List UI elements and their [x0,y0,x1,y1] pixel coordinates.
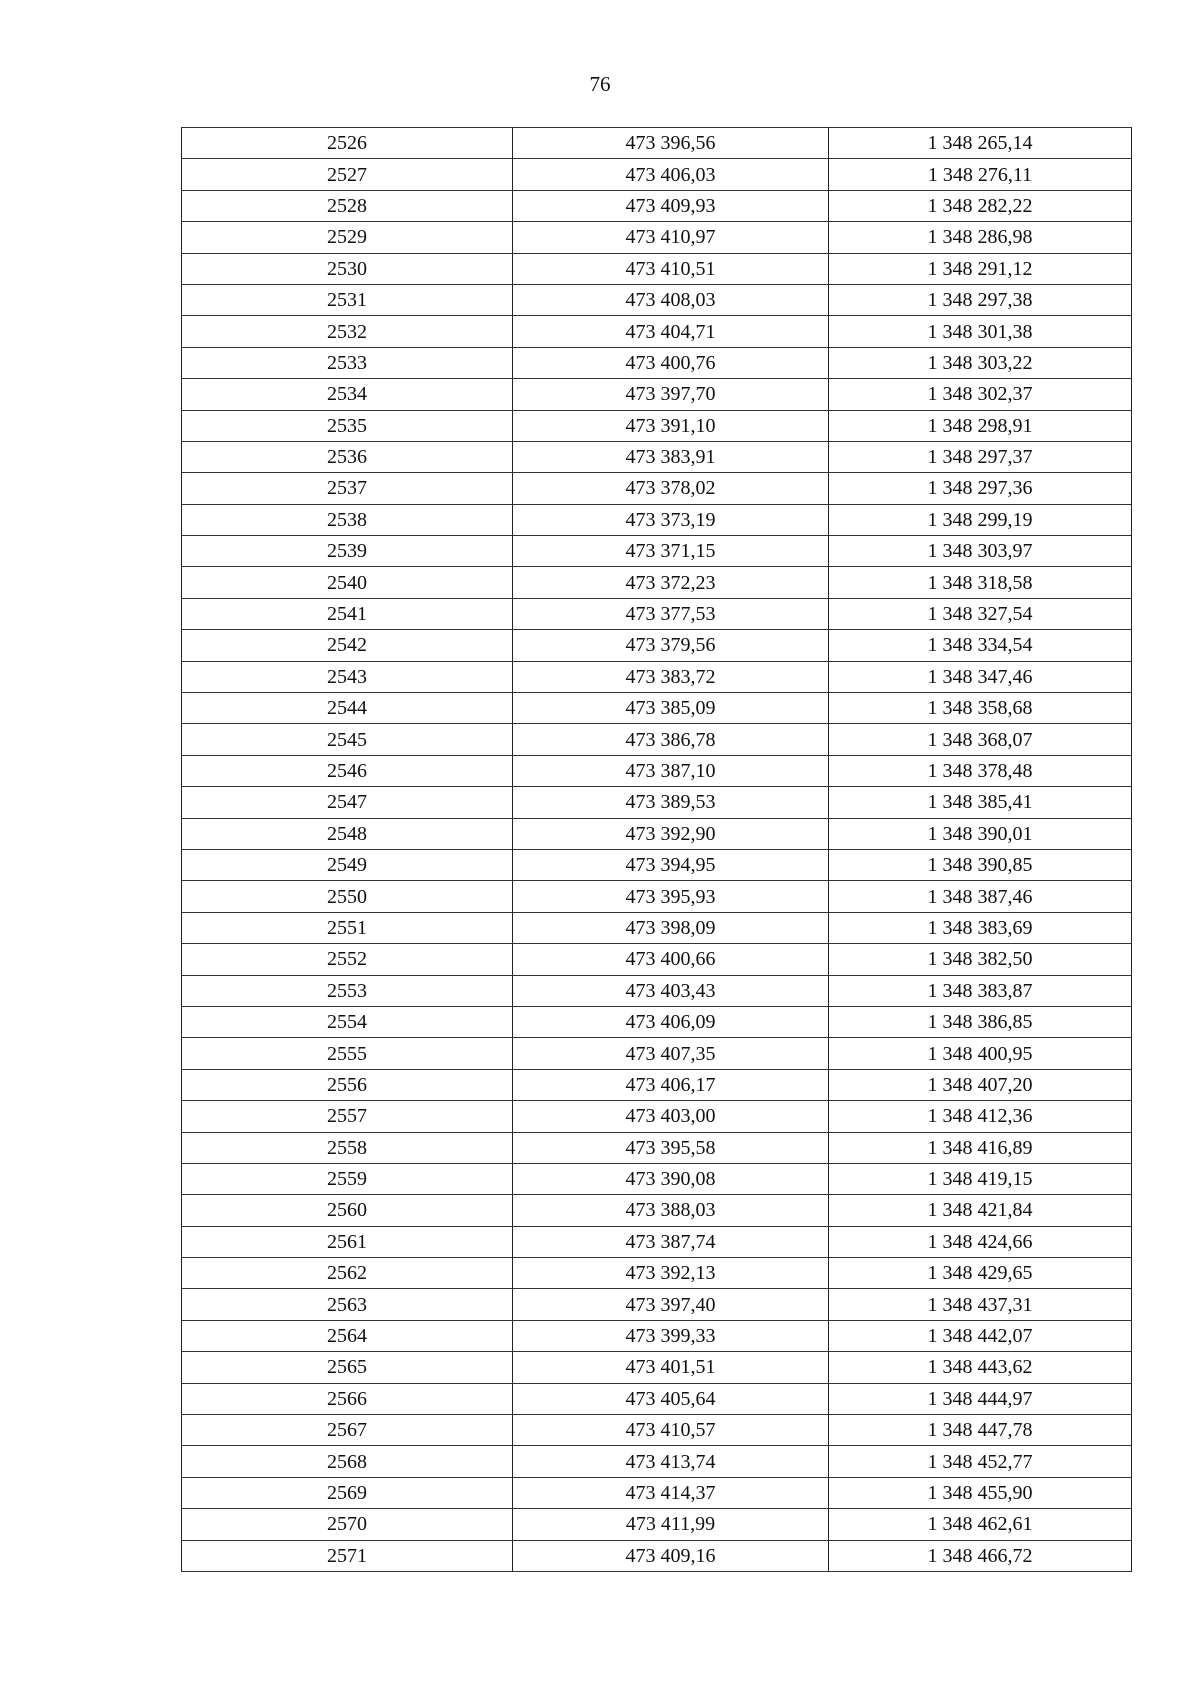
table-row [182,849,1132,880]
table-row [182,410,1132,441]
y-coordinate-cell: 1 348 282,22 [829,190,1132,221]
x-coordinate-cell: 473 371,15 [513,536,829,567]
x-coordinate-cell: 473 397,40 [513,1289,829,1320]
point-number-cell: 2550 [182,881,513,912]
x-coordinate-cell: 473 383,72 [513,661,829,692]
x-coordinate-cell: 473 401,51 [513,1352,829,1383]
x-coordinate-cell: 473 405,64 [513,1383,829,1414]
y-coordinate-cell: 1 348 383,87 [829,975,1132,1006]
x-coordinate-cell: 473 410,97 [513,222,829,253]
point-number-cell: 2548 [182,818,513,849]
point-number-cell: 2562 [182,1258,513,1289]
point-number-cell: 2569 [182,1477,513,1508]
y-coordinate-cell: 1 348 347,46 [829,661,1132,692]
table-row [182,1415,1132,1446]
x-coordinate-cell: 473 387,10 [513,755,829,786]
table-row [182,787,1132,818]
x-coordinate-cell: 473 410,51 [513,253,829,284]
y-coordinate-cell: 1 348 387,46 [829,881,1132,912]
table-row [182,598,1132,629]
point-number-cell: 2528 [182,190,513,221]
table-row [182,347,1132,378]
y-coordinate-cell: 1 348 412,36 [829,1101,1132,1132]
table-row [182,975,1132,1006]
table-row [182,536,1132,567]
point-number-cell: 2549 [182,849,513,880]
table-row [182,630,1132,661]
x-coordinate-cell: 473 408,03 [513,284,829,315]
table-row [182,567,1132,598]
y-coordinate-cell: 1 348 385,41 [829,787,1132,818]
table-row [182,944,1132,975]
table-row [182,1383,1132,1414]
x-coordinate-cell: 473 378,02 [513,473,829,504]
point-number-cell: 2545 [182,724,513,755]
point-number-cell: 2534 [182,379,513,410]
point-number-cell: 2551 [182,912,513,943]
y-coordinate-cell: 1 348 297,38 [829,284,1132,315]
point-number-cell: 2561 [182,1226,513,1257]
point-number-cell: 2529 [182,222,513,253]
page-number: 76 [589,72,611,96]
point-number-cell: 2532 [182,316,513,347]
x-coordinate-cell: 473 413,74 [513,1446,829,1477]
table-row [182,1069,1132,1100]
point-number-cell: 2554 [182,1006,513,1037]
y-coordinate-cell: 1 348 416,89 [829,1132,1132,1163]
table-row [182,881,1132,912]
y-coordinate-cell: 1 348 286,98 [829,222,1132,253]
x-coordinate-cell: 473 399,33 [513,1320,829,1351]
table-row [182,1477,1132,1508]
table-row [182,912,1132,943]
point-number-cell: 2547 [182,787,513,818]
x-coordinate-cell: 473 390,08 [513,1163,829,1194]
y-coordinate-cell: 1 348 447,78 [829,1415,1132,1446]
table-row [182,284,1132,315]
table-row [182,441,1132,472]
x-coordinate-cell: 473 395,58 [513,1132,829,1163]
table-row [182,1352,1132,1383]
table-row [182,1038,1132,1069]
point-number-cell: 2531 [182,284,513,315]
x-coordinate-cell: 473 406,09 [513,1006,829,1037]
table-row [182,473,1132,504]
y-coordinate-cell: 1 348 390,85 [829,849,1132,880]
y-coordinate-cell: 1 348 442,07 [829,1320,1132,1351]
table-row [182,1163,1132,1194]
y-coordinate-cell: 1 348 383,69 [829,912,1132,943]
x-coordinate-cell: 473 403,43 [513,975,829,1006]
table-row [182,693,1132,724]
y-coordinate-cell: 1 348 297,37 [829,441,1132,472]
x-coordinate-cell: 473 392,13 [513,1258,829,1289]
table-row [182,190,1132,221]
point-number-cell: 2530 [182,253,513,284]
x-coordinate-cell: 473 397,70 [513,379,829,410]
y-coordinate-cell: 1 348 318,58 [829,567,1132,598]
x-coordinate-cell: 473 396,56 [513,128,829,159]
point-number-cell: 2553 [182,975,513,1006]
point-number-cell: 2567 [182,1415,513,1446]
y-coordinate-cell: 1 348 443,62 [829,1352,1132,1383]
table-row [182,1006,1132,1037]
x-coordinate-cell: 473 411,99 [513,1509,829,1540]
x-coordinate-cell: 473 414,37 [513,1477,829,1508]
y-coordinate-cell: 1 348 455,90 [829,1477,1132,1508]
x-coordinate-cell: 473 400,66 [513,944,829,975]
y-coordinate-cell: 1 348 378,48 [829,755,1132,786]
x-coordinate-cell: 473 410,57 [513,1415,829,1446]
y-coordinate-cell: 1 348 358,68 [829,693,1132,724]
point-number-cell: 2535 [182,410,513,441]
y-coordinate-cell: 1 348 382,50 [829,944,1132,975]
point-number-cell: 2557 [182,1101,513,1132]
point-number-cell: 2533 [182,347,513,378]
x-coordinate-cell: 473 406,03 [513,159,829,190]
point-number-cell: 2555 [182,1038,513,1069]
x-coordinate-cell: 473 387,74 [513,1226,829,1257]
y-coordinate-cell: 1 348 400,95 [829,1038,1132,1069]
y-coordinate-cell: 1 348 298,91 [829,410,1132,441]
x-coordinate-cell: 473 400,76 [513,347,829,378]
coordinates-table-body [182,128,1132,1572]
point-number-cell: 2563 [182,1289,513,1320]
point-number-cell: 2537 [182,473,513,504]
x-coordinate-cell: 473 373,19 [513,504,829,535]
y-coordinate-cell: 1 348 265,14 [829,128,1132,159]
point-number-cell: 2559 [182,1163,513,1194]
table-row [182,661,1132,692]
point-number-cell: 2570 [182,1509,513,1540]
y-coordinate-cell: 1 348 368,07 [829,724,1132,755]
y-coordinate-cell: 1 348 327,54 [829,598,1132,629]
x-coordinate-cell: 473 395,93 [513,881,829,912]
y-coordinate-cell: 1 348 276,11 [829,159,1132,190]
point-number-cell: 2526 [182,128,513,159]
point-number-cell: 2560 [182,1195,513,1226]
x-coordinate-cell: 473 392,90 [513,818,829,849]
y-coordinate-cell: 1 348 462,61 [829,1509,1132,1540]
table-row [182,1132,1132,1163]
y-coordinate-cell: 1 348 424,66 [829,1226,1132,1257]
y-coordinate-cell: 1 348 452,77 [829,1446,1132,1477]
x-coordinate-cell: 473 409,93 [513,190,829,221]
x-coordinate-cell: 473 404,71 [513,316,829,347]
y-coordinate-cell: 1 348 407,20 [829,1069,1132,1100]
table-row [182,1509,1132,1540]
table-row [182,1446,1132,1477]
table-row [182,1195,1132,1226]
point-number-cell: 2543 [182,661,513,692]
y-coordinate-cell: 1 348 291,12 [829,253,1132,284]
point-number-cell: 2536 [182,441,513,472]
table-row [182,1289,1132,1320]
point-number-cell: 2527 [182,159,513,190]
point-number-cell: 2540 [182,567,513,598]
x-coordinate-cell: 473 386,78 [513,724,829,755]
table-row [182,1540,1132,1571]
y-coordinate-cell: 1 348 303,97 [829,536,1132,567]
y-coordinate-cell: 1 348 301,38 [829,316,1132,347]
y-coordinate-cell: 1 348 302,37 [829,379,1132,410]
table-row [182,1226,1132,1257]
point-number-cell: 2571 [182,1540,513,1571]
y-coordinate-cell: 1 348 429,65 [829,1258,1132,1289]
point-number-cell: 2558 [182,1132,513,1163]
y-coordinate-cell: 1 348 390,01 [829,818,1132,849]
coordinates-table [181,127,1132,1572]
table-row [182,504,1132,535]
y-coordinate-cell: 1 348 444,97 [829,1383,1132,1414]
table-row [182,128,1132,159]
point-number-cell: 2544 [182,693,513,724]
point-number-cell: 2539 [182,536,513,567]
table-row [182,724,1132,755]
y-coordinate-cell: 1 348 419,15 [829,1163,1132,1194]
table-row [182,1320,1132,1351]
point-number-cell: 2541 [182,598,513,629]
x-coordinate-cell: 473 388,03 [513,1195,829,1226]
x-coordinate-cell: 473 406,17 [513,1069,829,1100]
y-coordinate-cell: 1 348 466,72 [829,1540,1132,1571]
y-coordinate-cell: 1 348 297,36 [829,473,1132,504]
x-coordinate-cell: 473 403,00 [513,1101,829,1132]
x-coordinate-cell: 473 398,09 [513,912,829,943]
x-coordinate-cell: 473 377,53 [513,598,829,629]
y-coordinate-cell: 1 348 299,19 [829,504,1132,535]
y-coordinate-cell: 1 348 437,31 [829,1289,1132,1320]
y-coordinate-cell: 1 348 303,22 [829,347,1132,378]
point-number-cell: 2568 [182,1446,513,1477]
point-number-cell: 2538 [182,504,513,535]
x-coordinate-cell: 473 385,09 [513,693,829,724]
table-row [182,1101,1132,1132]
table-row [182,222,1132,253]
table-row [182,253,1132,284]
y-coordinate-cell: 1 348 421,84 [829,1195,1132,1226]
y-coordinate-cell: 1 348 386,85 [829,1006,1132,1037]
point-number-cell: 2546 [182,755,513,786]
x-coordinate-cell: 473 372,23 [513,567,829,598]
x-coordinate-cell: 473 383,91 [513,441,829,472]
point-number-cell: 2564 [182,1320,513,1351]
point-number-cell: 2542 [182,630,513,661]
point-number-cell: 2565 [182,1352,513,1383]
table-row [182,379,1132,410]
point-number-cell: 2552 [182,944,513,975]
table-row [182,818,1132,849]
table-row [182,755,1132,786]
table-row [182,1258,1132,1289]
y-coordinate-cell: 1 348 334,54 [829,630,1132,661]
x-coordinate-cell: 473 391,10 [513,410,829,441]
x-coordinate-cell: 473 409,16 [513,1540,829,1571]
point-number-cell: 2566 [182,1383,513,1414]
x-coordinate-cell: 473 407,35 [513,1038,829,1069]
point-number-cell: 2556 [182,1069,513,1100]
x-coordinate-cell: 473 394,95 [513,849,829,880]
x-coordinate-cell: 473 389,53 [513,787,829,818]
table-row [182,316,1132,347]
table-row [182,159,1132,190]
x-coordinate-cell: 473 379,56 [513,630,829,661]
